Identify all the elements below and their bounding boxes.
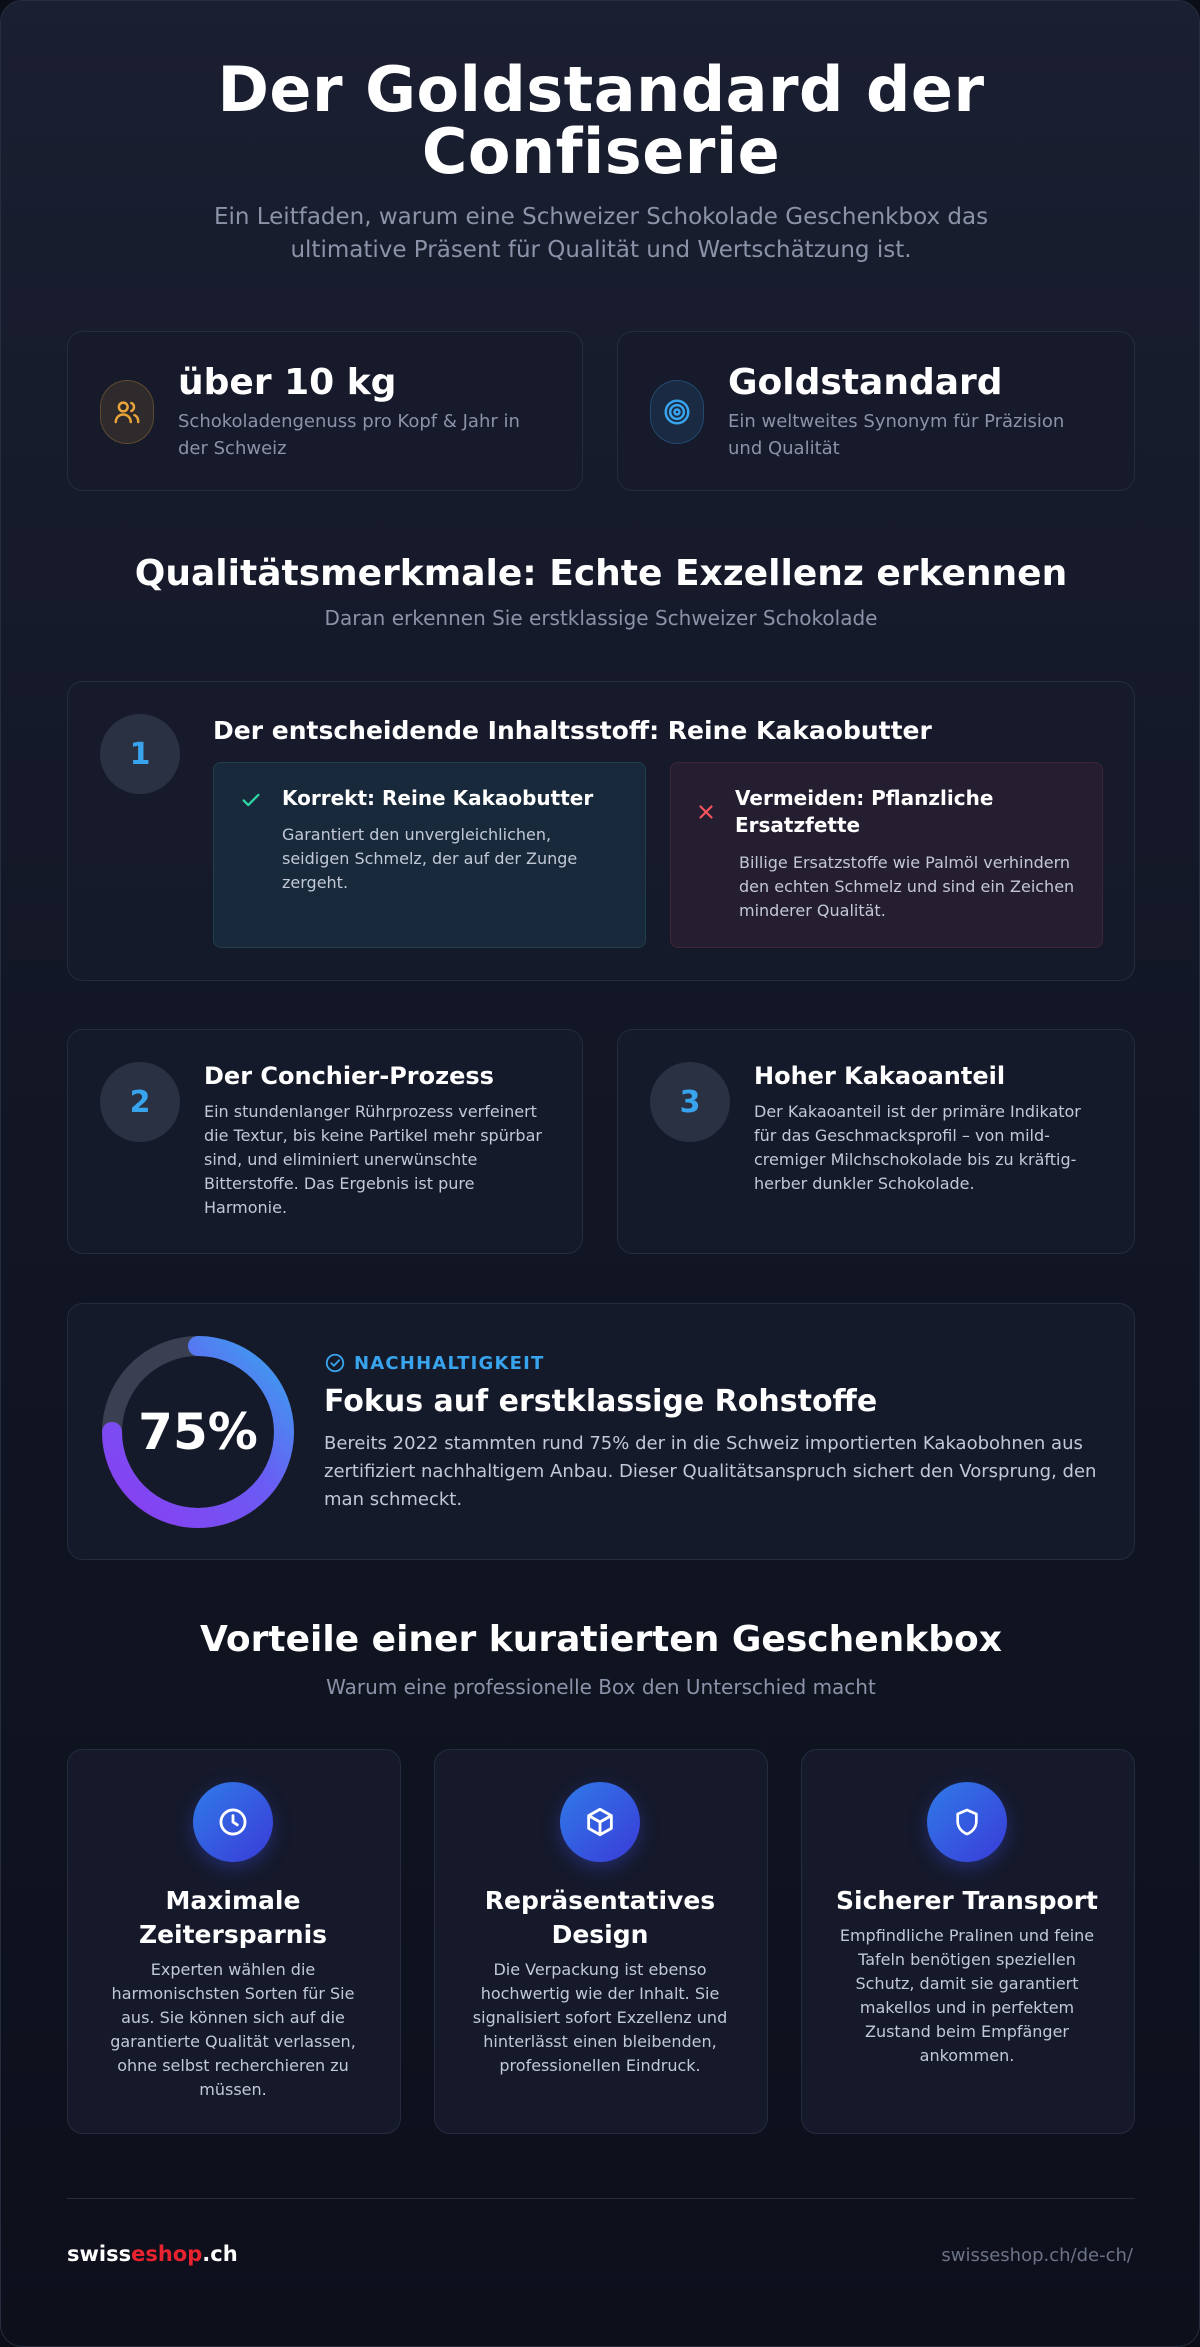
advantages-section-title: Vorteile einer kuratierten Geschenkbox <box>200 1619 1002 1660</box>
feature-title: Der Conchier-Prozess <box>204 1062 494 1090</box>
progress-ring <box>100 1334 296 1530</box>
good-example-title: Korrekt: Reine Kakaobutter <box>282 786 594 810</box>
advantage-title-line-1: Repräsentatives <box>484 1886 716 1915</box>
stat-label: Ein weltweites Synonym für Präzision und Qualität <box>728 411 1065 459</box>
advantage-text: Empfindliche Pralinen und feine Tafeln benötigen speziellen Schutz, damit sie garantiert makellos und in perfektem Zustand beim Empfänger ankommen. <box>839 1926 1095 2065</box>
feature-text: Der Kakaoanteil ist der primäre Indikator für das Geschmacksprofil – von mild-cremiger Milchschokolade bis zu kräftig-herber dunkler Schokolade. <box>754 1102 1081 1193</box>
target-icon <box>650 380 704 444</box>
advantage-card-transport <box>801 1749 1135 2134</box>
sustainability-title: Fokus auf erstklassige Rohstoffe <box>324 1384 878 1419</box>
stat-card-goldstandard <box>617 331 1135 491</box>
bad-example-title: Vermeiden: Pflanzliche Ersatzfette <box>735 786 994 837</box>
bad-example-text: Billige Ersatzstoffe wie Palmöl verhindern den echten Schmelz und sind ein Zeichen minderer Qualität. <box>739 853 1075 920</box>
advantage-title <box>822 1884 1112 1918</box>
percent-label: 75% <box>138 1403 258 1461</box>
feature-card-conching <box>67 1029 583 1254</box>
feature-number: 2 <box>100 1062 180 1142</box>
advantage-title <box>88 1884 378 1952</box>
check-icon <box>240 789 262 815</box>
shield-icon <box>927 1782 1007 1862</box>
footer-divider <box>67 2198 1135 2199</box>
x-icon <box>695 801 717 827</box>
advantage-title-line-2: Zeitersparnis <box>138 1920 328 1949</box>
brand-logo[interactable] <box>67 2242 238 2266</box>
advantages-section-subtitle: Warum eine professionelle Box den Unterschied macht <box>326 1675 876 1699</box>
advantage-card-design <box>434 1749 768 2134</box>
stat-value: Goldstandard <box>728 362 1003 403</box>
clock-icon <box>193 1782 273 1862</box>
stat-label: Schokoladengenuss pro Kopf & Jahr in der Schweiz <box>178 411 520 459</box>
page-subtitle <box>181 201 1021 267</box>
title-line-1: Der Goldstandard der <box>217 53 985 126</box>
tag-label: NACHHALTIGKEIT <box>354 1352 545 1374</box>
sustainability-card <box>67 1303 1135 1560</box>
brand-part-2: eshop <box>131 2242 203 2266</box>
brand-part-3: .ch <box>202 2242 238 2266</box>
quality-section-subtitle: Daran erkennen Sie erstklassige Schweizer Schokolade <box>324 606 878 630</box>
feature-title: Hoher Kakaoanteil <box>754 1062 1006 1090</box>
feature-card-cocoa-content <box>617 1029 1135 1254</box>
badge-check-icon <box>324 1352 346 1374</box>
feature-card-cocoa-butter <box>67 681 1135 981</box>
good-example-box <box>213 762 646 948</box>
quality-section-title: Qualitätsmerkmale: Echte Exzellenz erkennen <box>134 553 1068 594</box>
feature-number: 3 <box>650 1062 730 1142</box>
title-line-2: Confiserie <box>421 115 781 188</box>
advantage-text: Experten wählen die harmonischsten Sorten für Sie aus. Sie können sich auf die garantierte Qualität verlassen, ohne selbst recherchieren zu müssen. <box>110 1960 356 2099</box>
stat-value: über 10 kg <box>178 362 397 403</box>
advantage-title-line-1: Sicherer Transport <box>836 1886 1098 1915</box>
brand-part-1: swiss <box>67 2242 132 2266</box>
sustainability-text: Bereits 2022 stammten rund 75% der in die Schweiz importierten Kakaobohnen aus zertifiziert nachhaltigem Anbau. Dieser Qualitätsanspruch sichert den Vorsprung, den man schmeckt. <box>324 1433 1097 1510</box>
stat-card-consumption <box>67 331 583 491</box>
feature-number: 1 <box>100 714 180 794</box>
feature-title: Der entscheidende Inhaltsstoff: Reine Kakaobutter <box>213 716 932 745</box>
advantage-title <box>455 1884 745 1952</box>
advantage-title-line-2: Design <box>551 1920 649 1949</box>
box-icon <box>560 1782 640 1862</box>
page-title <box>1 53 1200 188</box>
footer-url-link[interactable]: swisseshop.ch/de-ch/ <box>941 2245 1133 2266</box>
subtitle-line-1: Ein Leitfaden, warum eine Schweizer Schokolade Geschenkbox das <box>213 204 989 230</box>
bad-example-box <box>670 762 1103 948</box>
advantage-title-line-1: Maximale <box>165 1886 301 1915</box>
feature-text: Ein stundenlanger Rührprozess verfeinert die Textur, bis keine Partikel mehr spürbar sind, und eliminiert unerwünschte Bitterstoffe. Das Ergebnis ist pure Harmonie. <box>204 1102 542 1217</box>
advantage-text: Die Verpackung ist ebenso hochwertig wie der Inhalt. Sie signalisiert sofort Exzellenz und hinterlässt einen bleibenden, professionellen Eindruck. <box>472 1960 728 2075</box>
sustainability-tag <box>324 1352 545 1374</box>
users-icon <box>100 380 154 444</box>
advantage-card-time <box>67 1749 401 2134</box>
good-example-text: Garantiert den unvergleichlichen, seidigen Schmelz, der auf der Zunge zergeht. <box>282 825 578 892</box>
subtitle-line-2: ultimative Präsent für Qualität und Wertschätzung ist. <box>290 237 912 263</box>
